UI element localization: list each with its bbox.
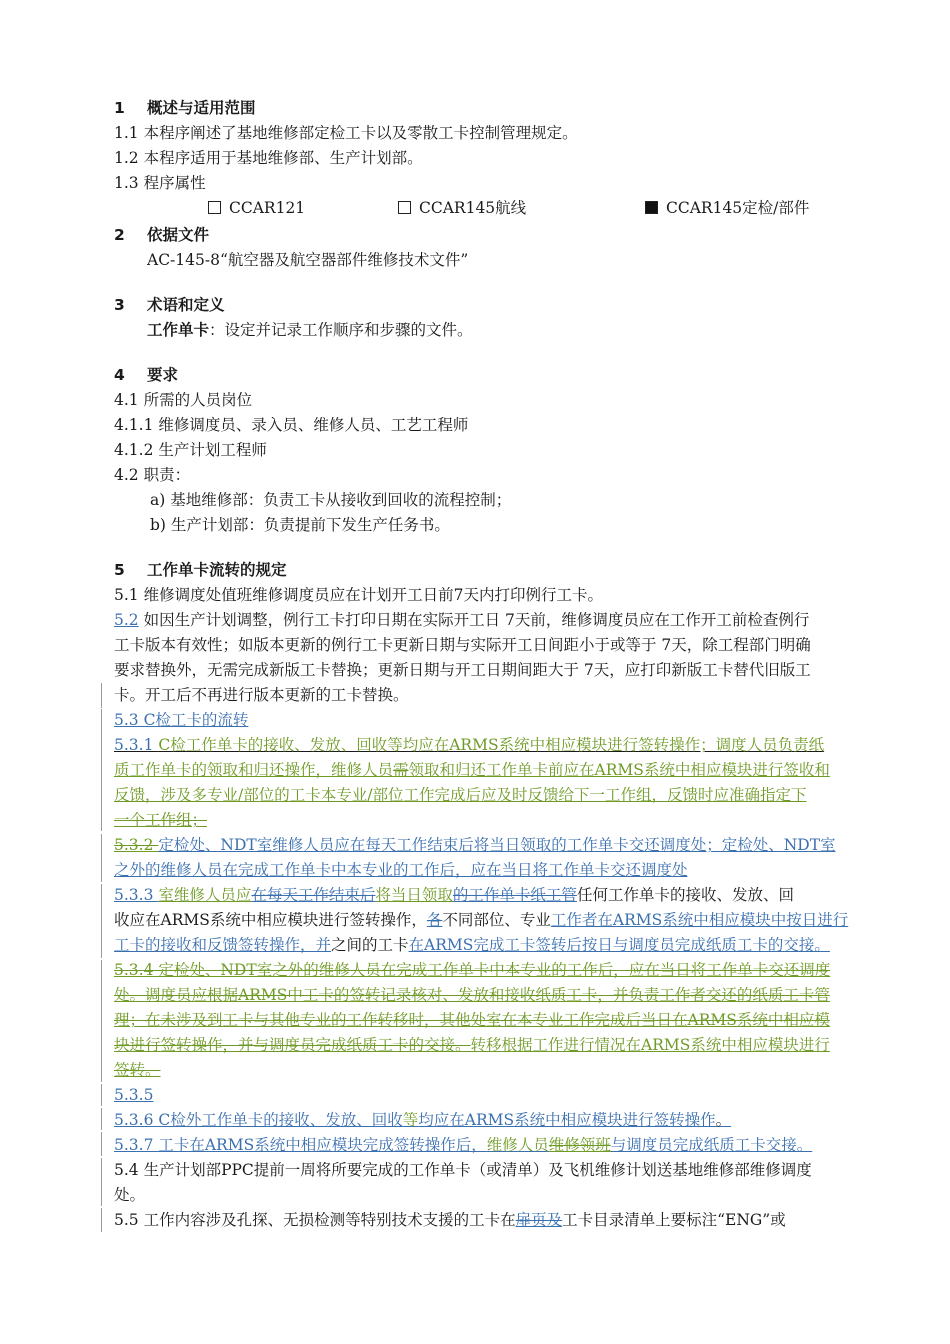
clause-5-5: 5.5 工作内容涉及孔探、无损检测等特别技术支援的工卡在扉页及工卡目录清单上要标注“ENG”或	[114, 1211, 786, 1229]
clause-5-3: 5.3 C检工卡的流转	[114, 711, 249, 729]
section-4-heading: 4 要求	[114, 366, 179, 384]
clause-5-3-4-line-2: 处。调度员应根据ARMS中工卡的签转记录核对、发放和接收纸质工卡，并负责工作者交还的纸质工卡管	[114, 986, 830, 1004]
revision-bar	[101, 834, 102, 882]
revision-bar	[101, 1132, 102, 1156]
clause-5-3-6: 5.3.6 C检外工作单卡的接收、发放、回收等均应在ARMS系统中相应模块进行签转操作。	[114, 1111, 732, 1129]
clause-5-2-line-2: 工卡版本有效性；如版本更新的例行工卡更新日期与实际开工日间距小于或等于 7天，除工程部门明确	[114, 636, 811, 654]
clause-1-2: 1.2 本程序适用于基地维修部、生产计划部。	[114, 149, 423, 167]
clause-5-3-2-line-2: 之外的维修人员在完成工作单卡中本专业的工作后，应在当日将工作单卡交还调度处	[114, 861, 688, 879]
clause-5-3-4-line-1: 5.3.4 定检处、NDT室之外的维修人员在完成工作单卡中本专业的工作后，应在当日将工作单卡交还调度	[114, 961, 831, 979]
clause-4-2: 4.2 职责：	[114, 466, 191, 484]
section-3-heading: 3 术语和定义	[114, 296, 225, 314]
clause-5-3-1-line-1: 5.3.1 C检工作单卡的接收、发放、回收等均应在ARMS系统中相应模块进行签转操作；调度人员负责纸	[114, 736, 825, 754]
clause-1-1: 1.1 本程序阐述了基地维修部定检工卡以及零散工卡控制管理规定。	[114, 124, 578, 142]
clause-5-3-7: 5.3.7 工卡在ARMS系统中相应模块完成签转操作后，维修人员维修领班与调度员完成纸质工卡交接。	[114, 1136, 813, 1154]
checkbox-empty-icon	[208, 201, 221, 214]
clause-5-2-line-1: 5.2 如因生产计划调整，例行工卡打印日期在实际开工日 7天前，维修调度员应在工作开工前检查例行	[114, 611, 810, 629]
clause-5-3-5: 5.3.5	[114, 1086, 154, 1104]
term-name: 工作单卡	[147, 321, 210, 339]
section-2-heading: 2 依据文件	[114, 226, 210, 244]
revision-bar	[101, 683, 102, 708]
clause-5-3-1-line-4: 一个工作组；	[114, 811, 208, 829]
duty-a: a) 基地维修部：负责工卡从接收到回收的流程控制；	[150, 491, 512, 509]
clause-1-3: 1.3 程序属性	[114, 174, 206, 192]
clause-4-1-2: 4.1.2 生产计划工程师	[114, 441, 267, 459]
revision-bar	[101, 709, 102, 831]
clause-4-1: 4.1 所需的人员岗位	[114, 391, 253, 409]
clause-5-2-line-3: 要求替换外，无需完成新版工卡替换；更新日期与开工日期间距大于 7天，应打印新版工卡替代旧版工	[114, 661, 811, 679]
checkbox-empty-icon	[398, 201, 411, 214]
clause-5-3-3-line-2: 收应在ARMS系统中相应模块进行签转操作，各不同部位、专业工作者在ARMS系统中相应模块中按日进行	[114, 911, 849, 929]
checkbox-filled-icon	[645, 201, 658, 214]
clause-5-3-4-line-5: 签转。	[114, 1061, 161, 1079]
duty-b: b) 生产计划部：负责提前下发生产任务书。	[150, 516, 450, 534]
revision-bar	[101, 1084, 102, 1106]
option-ccar145-line[interactable]: CCAR145航线	[398, 196, 526, 221]
section-1-heading: 1 概述与适用范围	[114, 99, 256, 117]
revision-bar	[101, 1108, 102, 1130]
revision-bar	[101, 960, 102, 1082]
clause-5-1: 5.1 维修调度处值班维修调度员应在计划开工日前7天内打印例行工卡。	[114, 586, 603, 604]
revision-bar	[101, 884, 102, 958]
clause-5-3-2-line-1: 5.3.2 定检处、NDT室维修人员应在每天工作结束后将当日领取的工作单卡交还调度处；定检处、NDT室	[114, 836, 836, 854]
property-options	[114, 196, 884, 221]
option-ccar145-check[interactable]: CCAR145定检/部件	[645, 196, 809, 221]
clause-5-3-3-line-1: 5.3.3 室维修人员应在每天工作结束后将当日领取的工作单卡纸工管任何工作单卡的接收、发放、回	[114, 886, 794, 904]
clause-5-2-line-4: 卡。开工后不再进行版本更新的工卡替换。	[114, 686, 409, 704]
revision-bar	[101, 1158, 102, 1206]
clause-5-3-1-line-2: 质工作单卡的领取和归还操作，维修人员需领取和归还工作单卡前应在ARMS系统中相应模块进行签收和	[114, 761, 830, 779]
clause-5-4-line-2: 处。	[114, 1186, 146, 1204]
clause-5-3-4-line-4: 块进行签转操作，并与调度员完成纸质工卡的交接。转移根据工作进行情况在ARMS系统中相应模块进行	[114, 1036, 830, 1054]
term-definition: 工作单卡：设定并记录工作顺序和步骤的文件。	[147, 321, 473, 339]
clause-5-3-1-line-3: 反馈，涉及多专业/部位的工卡本专业/部位工作完成后应及时反馈给下一工作组，反馈时应准确指定下	[114, 786, 807, 804]
option-ccar121[interactable]: CCAR121	[208, 196, 305, 221]
clause-5-4-line-1: 5.4 生产计划部PPC提前一周将所要完成的工作单卡（或清单）及飞机维修计划送基地维修部维修调度	[114, 1161, 812, 1179]
clause-5-3-4-line-3: 理；在未涉及到工卡与其他专业的工作转移时，其他处室在本专业工作完成后当日在ARMS系统中相应模	[114, 1011, 830, 1029]
reference-document: AC-145-8“航空器及航空器部件维修技术文件”	[147, 251, 469, 269]
revision-bar	[101, 1208, 102, 1232]
section-5-heading: 5 工作单卡流转的规定	[114, 561, 287, 579]
clause-4-1-1: 4.1.1 维修调度员、录入员、维修人员、工艺工程师	[114, 416, 469, 434]
clause-5-3-3-line-3: 工卡的接收和反馈签转操作，并之间的工卡在ARMS完成工卡签转后按日与调度员完成纸质工卡的交接。	[114, 936, 830, 954]
